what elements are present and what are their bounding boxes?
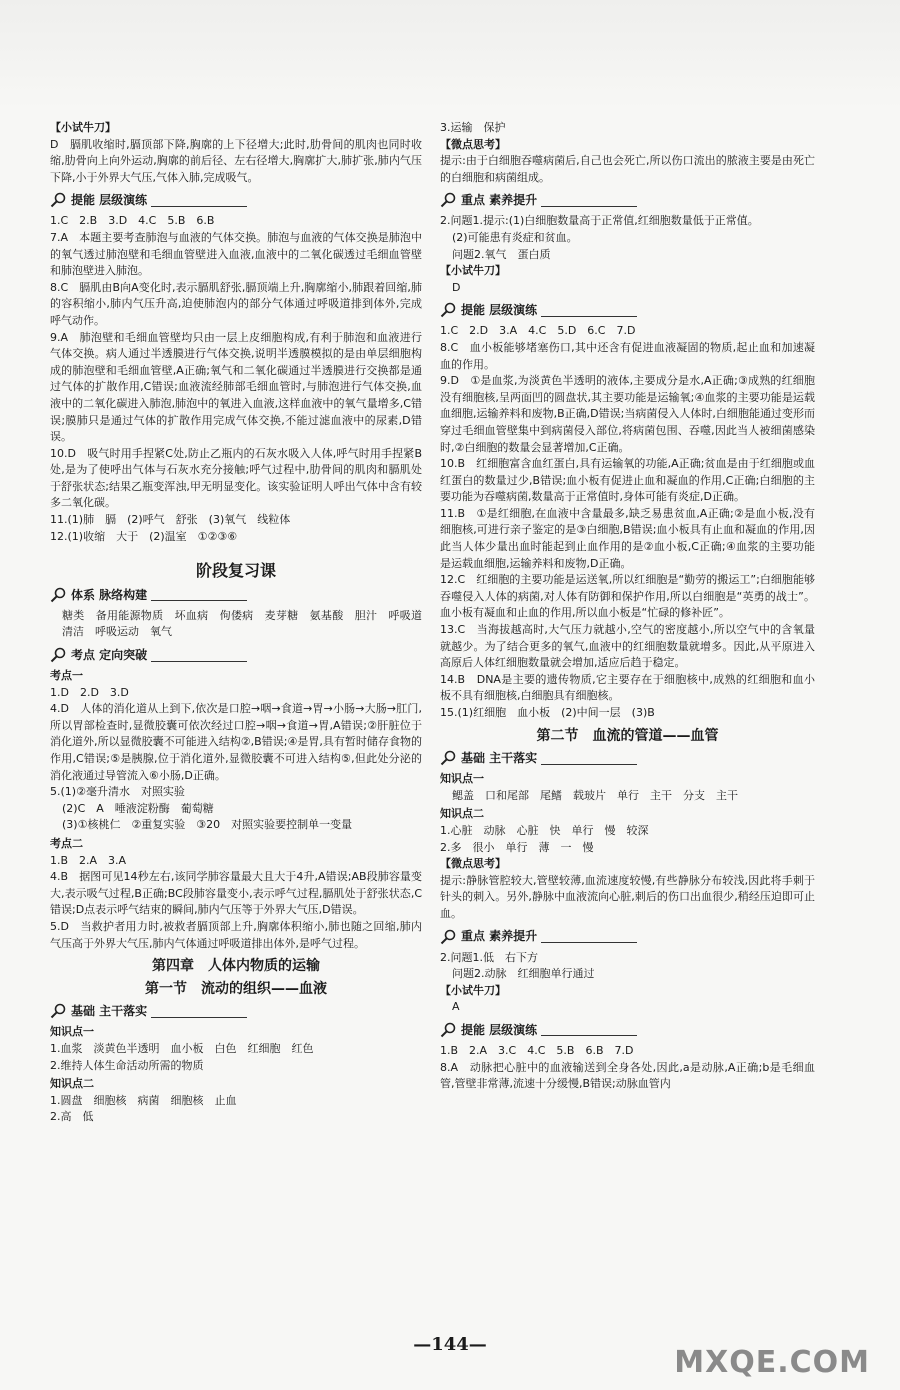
watermark: MXQE.COM <box>674 1345 870 1380</box>
right-column <box>440 120 815 1093</box>
answer-paragraph: 4.B 据图可见14秒左右,该同学肺容量最大且大于4升,A错误;AB段肺容量变大,表示吸气过程,B正确;BC段肺容量变小,表示呼气过程,膈肌处于舒张状态,C错误;D点表示呼气结束的瞬间,肺内气压等于外界大气压,D错误。 <box>50 870 422 917</box>
answer-paragraph: 3.运输 保护 <box>440 121 506 134</box>
answer-paragraph: 5.(1)②毫升清水 对照实验 <box>50 785 185 799</box>
answer-paragraph: 8.A 动脉把心脏中的血液输送到全身各处,因此,a是动脉,A正确;b是毛细血管,管壁非常薄,流速十分缓慢,B错误;动脉血管内 <box>440 1060 815 1091</box>
answer-paragraph: 13.C 当海拔越高时,大气压力就越小,空气的密度越小,所以空气中的含氧量就越少。为了结合更多的氧气,血液中的红细胞数量就增多。因此,从平原进入高原后人体红细胞数量就会增加,适应后趋于稳定。 <box>440 623 815 670</box>
bracket-label: 【小试牛刀】 <box>50 121 116 134</box>
left-column <box>50 120 433 1126</box>
magnifier-icon <box>440 302 458 318</box>
chapter-title: 第四章 人体内物质的运输 <box>152 958 320 975</box>
section-title: 第一节 流动的组织——血液 <box>145 980 327 997</box>
bracket-label: 【小试牛刀】 <box>440 983 506 997</box>
answer-paragraph: 2.多 很小 单行 薄 一 慢 <box>440 840 594 854</box>
answer-paragraph: 10.B 红细胞富含血红蛋白,具有运输氧的功能,A正确;贫血是由于红细胞或血红蛋白的数量过少,B错误;血小板有促进止血和凝血的作用,C正确;白细胞的主要功能为吞噬病菌,数量高于正常值时,身体可能有炎症,D正确。 <box>440 457 815 504</box>
answer-paragraph: 2.高 低 <box>50 1110 94 1124</box>
answer-paragraph: 15.(1)红细胞 血小板 (2)中间一层 (3)B <box>440 706 655 719</box>
header-underline <box>151 661 247 662</box>
section-header <box>50 586 422 604</box>
answer-line: 鳃盖 口和尾部 尾鳍 载玻片 单行 主干 分支 主干 <box>452 788 738 802</box>
section-header-label: 提能 层级演练 <box>461 303 538 318</box>
section-title: 第二节 血流的管道——血管 <box>536 727 719 744</box>
answer-line: D <box>452 280 461 294</box>
knowledge-point-label: 知识点二 <box>440 807 484 821</box>
answer-paragraph: 5.D 当救护者用力时,被救者膈顶部上升,胸廓体积缩小,肺也随之回缩,肺内气压高于外界大气压,肺内气体通过呼吸道排出体外,是呼气过程。 <box>50 919 422 950</box>
answer-paragraph: 1.血浆 淡黄色半透明 血小板 白色 红细胞 红色 <box>50 1041 314 1055</box>
section-header <box>50 1002 422 1020</box>
bracket-label: 【微点思考】 <box>440 857 506 871</box>
section-header <box>440 928 815 946</box>
section-header-label: 重点 素养提升 <box>461 193 538 208</box>
answer-paragraph: 1.D 2.D 3.D <box>50 685 129 699</box>
section-header-label: 考点 定向突破 <box>71 647 148 662</box>
section-header-label: 提能 层级演练 <box>71 193 148 208</box>
answer-paragraph: 1.心脏 动脉 心脏 快 单行 慢 较深 <box>440 823 649 837</box>
review-title: 阶段复习课 <box>195 561 276 581</box>
answer-paragraph: 12.(1)收缩 大于 (2)温室 ①②③⑥ <box>50 529 238 543</box>
header-underline <box>541 206 637 207</box>
answer-line: (2)可能患有炎症和贫血。 <box>452 230 578 244</box>
answer-line: 问题2.动脉 红细胞单行通过 <box>452 967 595 981</box>
answer-paragraph: 9.A 肺泡壁和毛细血管壁均只由一层上皮细胞构成,有利于肺泡和血液进行气体交换。病人通过半透膜进行气体交换,说明半透膜模拟的是由单层细胞构成的肺泡壁和毛细血管壁,A正确;氧气和二氧化碳通过半透膜进行交换都是通过气体的扩散作用,C错误;血液流经肺部毛细血管时,与肺泡进行气体交换,血液中的二氧化碳进入肺泡,肺泡中的氧进入血液,这样血液中的氧气量增多,C错误;膜肺只是通过气体的扩散作用完成气体交换,不能过滤血液中的尿素,D错误。 <box>50 330 422 444</box>
answer-line: 糖类 备用能源物质 坏血病 佝偻病 麦芽糖 氨基酸 胆汁 呼吸道 清洁 呼吸运动 氧气 <box>62 608 433 639</box>
section-header-label: 重点 素养提升 <box>461 929 538 944</box>
magnifier-icon <box>50 647 68 663</box>
section-header <box>50 191 422 209</box>
answer-paragraph: 1.圆盘 细胞核 病菌 细胞核 止血 <box>50 1093 237 1107</box>
header-underline <box>541 764 637 765</box>
page-number: —144— <box>413 1334 487 1355</box>
magnifier-icon <box>440 929 458 945</box>
header-underline <box>151 600 247 601</box>
magnifier-icon <box>50 192 68 208</box>
section-header-label: 基础 主干落实 <box>461 750 538 765</box>
magnifier-icon <box>440 192 458 208</box>
section-header <box>50 646 422 664</box>
section-header <box>440 1021 815 1039</box>
answer-paragraph: 8.C 血小板能够堵塞伤口,其中还含有促进血液凝固的物质,起止血和加速凝血的作用。 <box>440 340 815 371</box>
header-underline <box>541 316 637 317</box>
section-header-label: 基础 主干落实 <box>71 1004 148 1019</box>
answer-line: A <box>452 1000 460 1014</box>
magnifier-icon <box>50 587 68 603</box>
knowledge-point-label: 考点二 <box>50 836 83 850</box>
answer-paragraph: 2.问题1.提示:(1)白细胞数量高于正常值,红细胞数量低于正常值。 <box>440 214 759 228</box>
knowledge-point-label: 考点一 <box>50 669 83 683</box>
bracket-label: 【小试牛刀】 <box>440 264 506 278</box>
answer-paragraph: 14.B DNA是主要的遗传物质,它主要存在于细胞核中,成熟的红细胞和血小板不具有细胞核,白细胞具有细胞核。 <box>440 672 815 703</box>
section-header <box>440 191 815 209</box>
answer-paragraph: 8.C 膈肌由B向A变化时,表示膈肌舒张,膈顶端上升,胸廓缩小,肺跟着回缩,肺的容积缩小,肺内气压升高,迫使肺泡内的部分气体通过呼吸道排到体外,完成呼气动作。 <box>50 280 422 327</box>
answer-paragraph: D 膈肌收缩时,膈顶部下降,胸廓的上下径增大;此时,肋骨间的肌肉也同时收缩,肋骨向上向外运动,胸廓的前后径、左右径增大,胸廓扩大,肺扩张,肺内气压下降,小于外界大气压,气体入肺,完成吸气。 <box>50 137 422 184</box>
header-underline <box>541 942 637 943</box>
magnifier-icon <box>440 750 458 766</box>
answer-paragraph: 11.B ①是红细胞,在血液中含量最多,缺乏易患贫血,A正确;②是血小板,没有细胞核,可进行亲子鉴定的是③白细胞,B错误;血小板具有止血和凝血的作用,因此当人体少量出血时能起到止血作用的是②血小板,C正确;④血浆的主要功能是运载血细胞,运输养料和废物,D正确。 <box>440 506 815 570</box>
magnifier-icon <box>440 1022 458 1038</box>
answer-paragraph: 4.D 人体的消化道从上到下,依次是口腔→咽→食道→胃→小肠→大肠→肛门,所以胃部检查时,显微胶囊可依次经过口腔→咽→食道→胃,A错误;②肝脏位于消化道外,所以显微胶囊不可能进入结构②,B错误;④是胃,具有暂时储存食物的作用,C错误;⑤是胰腺,位于消化道外,显微胶囊不可进入结构⑤,但此处分泌的消化液通过导管流入⑥小肠,D正确。 <box>50 702 422 782</box>
answer-paragraph: 10.D 吸气时用手捏紧C处,防止乙瓶内的石灰水吸入人体,呼气时用手捏紧B处,是为了使呼出气体与石灰水充分接触;呼气过程中,肋骨间的肌肉和膈肌处于舒张状态;结果乙瓶变浑浊,甲无明显变化。该实验证明人呼出气体中含有较多二氧化碳。 <box>50 446 422 510</box>
section-header <box>440 301 815 319</box>
header-underline <box>151 206 247 207</box>
bracket-label: 【微点思考】 <box>440 137 506 151</box>
magnifier-icon <box>50 1003 68 1019</box>
answer-paragraph: 1.B 2.A 3.A <box>50 853 127 867</box>
answer-paragraph: 7.A 本题主要考查肺泡与血液的气体交换。肺泡与血液的气体交换是肺泡中的氧气透过肺泡壁和毛细血管壁进入血液,血液中的二氧化碳透过毛细血管壁和肺泡壁进入肺泡。 <box>50 230 422 278</box>
answer-paragraph: 2.问题1.低 右下方 <box>440 950 538 964</box>
answer-line: (3)①核桃仁 ②重复实验 ③20 对照实验要控制单一变量 <box>62 818 353 832</box>
answer-paragraph: 12.C 红细胞的主要功能是运送氧,所以红细胞是“勤劳的搬运工”;白细胞能够吞噬侵入人体的病菌,对人体有防御和保护作用,所以白细胞是“英勇的战士”。血小板有凝血和止血的作用,所以血小板是“忙碌的修补匠”。 <box>440 573 815 620</box>
section-header <box>440 749 815 767</box>
header-underline <box>151 1017 247 1018</box>
knowledge-point-label: 知识点一 <box>50 1025 94 1039</box>
answer-paragraph: 1.C 2.B 3.D 4.C 5.B 6.B <box>50 214 215 228</box>
answer-paragraph: 提示:静脉管腔较大,管壁较薄,血流速度较慢,有些静脉分布较浅,因此将手刺于针头的刺入。另外,静脉中血液流向心脏,刺后的伤口出血很少,稍经压迫即可止血。 <box>440 873 815 920</box>
knowledge-point-label: 知识点一 <box>440 772 484 786</box>
answer-paragraph: 9.D ①是血浆,为淡黄色半透明的液体,主要成分是水,A正确;③成熟的红细胞没有细胞核,呈两面凹的圆盘状,其主要功能是运输氧;④血浆的主要功能是运载血细胞,运输养料和废物,B正确,D错误;当病菌侵入人体时,白细胞能通过变形而穿过毛细血管壁集中到病菌侵入部位,将病菌包围、吞噬,因此当人被细菌感染时,②白细胞的数量会显著增加,C正确。 <box>440 374 815 454</box>
answer-paragraph: 11.(1)肺 膈 (2)呼气 舒张 (3)氧气 线粒体 <box>50 513 291 527</box>
section-header-label: 体系 脉络构建 <box>71 587 148 602</box>
knowledge-point-label: 知识点二 <box>50 1077 94 1091</box>
answer-paragraph: 2.维持人体生命活动所需的物质 <box>50 1058 204 1072</box>
answer-paragraph: 提示:由于白细胞吞噬病菌后,自己也会死亡,所以伤口流出的脓液主要是由死亡的白细胞和病菌组成。 <box>440 154 815 184</box>
answer-line: 问题2.氧气 蛋白质 <box>452 247 551 261</box>
answer-paragraph: 1.C 2.D 3.A 4.C 5.D 6.C 7.D <box>440 324 636 338</box>
answer-paragraph: 1.B 2.A 3.C 4.C 5.B 6.B 7.D <box>440 1043 634 1057</box>
page-top-band <box>0 0 900 110</box>
header-underline <box>541 1035 637 1036</box>
answer-line: (2)C A 唾液淀粉酶 葡萄糖 <box>62 801 214 815</box>
section-header-label: 提能 层级演练 <box>461 1022 538 1037</box>
